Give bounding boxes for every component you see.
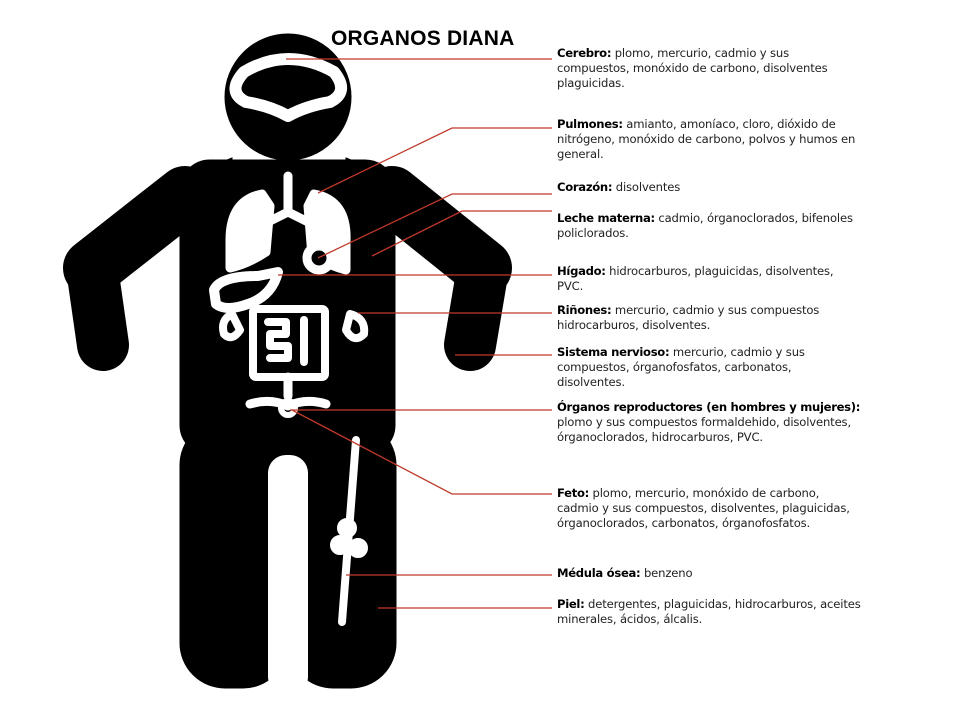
left-hand <box>92 268 103 345</box>
right-hand <box>470 268 483 345</box>
label-leche-materna: Leche materna: cadmio, órganoclorados, bifenoles policlorados. <box>557 211 853 240</box>
leg-gap <box>268 455 308 695</box>
label-rinones: Riñones: mercurio, cadmio y sus compuestos hidrocarburos, disolventes. <box>557 303 820 332</box>
diagram-title: ORGANOS DIANA <box>331 27 515 50</box>
label-organos-reproductores: Órganos reproductores (en hombres y mujeres): plomo y sus compuestos formaldehido, disolventes, órganoclorados, hidrocarburos, PVC. <box>557 400 861 444</box>
label-medula-osea: Médula ósea: benzeno <box>557 566 693 580</box>
label-pulmones: Pulmones: amianto, amoníaco, cloro, dióxido de nitrógeno, monóxido de carbono, polvos y humos en general. <box>557 117 856 161</box>
label-higado: Hígado: hidrocarburos, plaguicidas, disolventes, PVC. <box>557 264 834 293</box>
label-corazon: Corazón: disolventes <box>557 180 681 194</box>
label-feto: Feto: plomo, mercurio, monóxido de carbono, cadmio y sus compuestos, disolventes, plaguicidas, órganoclorados, carbonatos, órganofosfatos. <box>557 486 850 530</box>
label-sistema-nervioso: Sistema nervioso: mercurio, cadmio y sus compuestos, órganofosfatos, carbonatos, disolventes. <box>557 345 805 389</box>
label-cerebro: Cerebro: plomo, mercurio, cadmio y sus compuestos, monóxido de carbono, disolventes plaguicidas. <box>557 46 828 90</box>
label-piel: Piel: detergentes, plaguicidas, hidrocarburos, aceites minerales, ácidos, álcalis. <box>557 597 861 626</box>
